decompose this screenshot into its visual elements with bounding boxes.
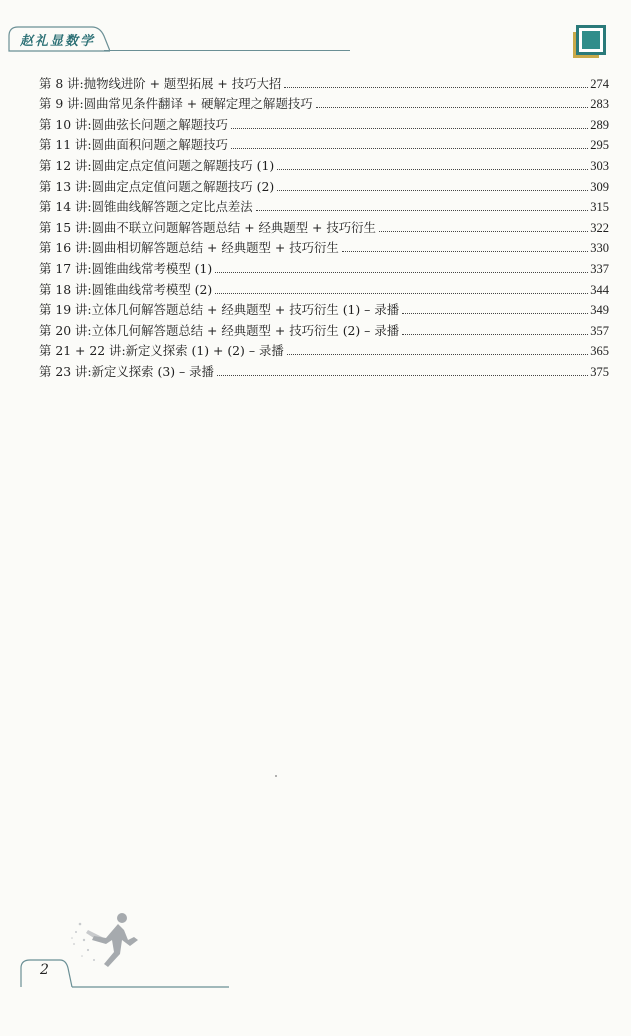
- toc-entry-page: 274: [590, 76, 609, 91]
- toc-entry-page: 349: [590, 303, 609, 318]
- toc-entry-page: 303: [590, 158, 609, 173]
- toc-entry: [39, 297, 609, 318]
- toc-entry-page: 289: [590, 117, 609, 132]
- toc-leader-dots: [277, 189, 588, 191]
- toc-leader-dots: [217, 374, 588, 376]
- toc-leader-dots: [287, 353, 589, 355]
- toc-leader-dots: [379, 230, 588, 232]
- toc-entry-title: 第 19 讲:立体几何解答题总结 + 经典题型 + 技巧衍生 (1) – 录播: [39, 302, 400, 318]
- toc-entry-title: 第 15 讲:圆曲不联立问题解答题总结 + 经典题型 + 技巧衍生: [39, 219, 376, 235]
- toc-entry-title: 第 8 讲:抛物线进阶 + 题型拓展 + 技巧大招: [39, 75, 282, 91]
- toc-entry-title: 第 12 讲:圆曲定点定值问题之解题技巧 (1): [39, 157, 275, 173]
- toc-entry-page: 375: [590, 364, 609, 379]
- toc-leader-dots: [256, 209, 589, 211]
- toc-entry-page: 337: [590, 261, 609, 276]
- toc-leader-dots: [277, 168, 588, 170]
- toc-entry: [39, 70, 609, 91]
- toc-entry-title: 第 9 讲:圆曲常见条件翻译 + 硬解定理之解题技巧: [39, 96, 313, 112]
- toc-entry: [39, 194, 609, 215]
- toc-entry-title: 第 16 讲:圆曲相切解答题总结 + 经典题型 + 技巧衍生: [39, 240, 339, 256]
- speck: [275, 775, 277, 777]
- toc-entry-page: 365: [590, 344, 609, 359]
- toc-entry-page: 283: [590, 97, 609, 112]
- toc-entry: [39, 235, 609, 256]
- toc-leader-dots: [215, 271, 588, 273]
- toc-entry-page: 357: [590, 323, 609, 338]
- toc-entry: [39, 338, 609, 359]
- toc-entry-page: 330: [590, 241, 609, 256]
- toc-entry: [39, 132, 609, 153]
- toc-entry-title: 第 23 讲:新定义探索 (3) – 录播: [39, 363, 214, 379]
- toc-entry-title: 第 18 讲:圆锥曲线常考模型 (2): [39, 281, 213, 297]
- toc-entry: [39, 255, 609, 276]
- toc-entry-title: 第 10 讲:圆曲弦长问题之解题技巧: [39, 116, 228, 132]
- toc-entry: [39, 317, 609, 338]
- corner-logo-icon: [573, 22, 609, 58]
- toc-entry: [39, 214, 609, 235]
- toc-entry-page: 315: [590, 200, 609, 215]
- toc-entry: [39, 358, 609, 379]
- toc-entry-title: 第 20 讲:立体几何解答题总结 + 经典题型 + 技巧衍生 (2) – 录播: [39, 322, 400, 338]
- header-title: 赵礼显数学: [20, 34, 96, 49]
- page-number: 2: [40, 962, 49, 978]
- toc-leader-dots: [316, 106, 589, 108]
- toc-entry-title: 第 17 讲:圆锥曲线常考模型 (1): [39, 260, 213, 276]
- toc-entry-page: 322: [590, 220, 609, 235]
- page-number-frame: [20, 958, 230, 988]
- toc-entry: [39, 276, 609, 297]
- toc-entry-title: 第 14 讲:圆锥曲线解答题之定比点差法: [39, 199, 253, 215]
- toc-entry-page: 344: [590, 282, 609, 297]
- toc-entry: [39, 91, 609, 112]
- toc-leader-dots: [284, 86, 588, 88]
- table-of-contents: [39, 70, 609, 379]
- toc-entry-page: 295: [590, 138, 609, 153]
- toc-leader-dots: [402, 333, 588, 335]
- toc-entry: [39, 152, 609, 173]
- toc-entry-title: 第 11 讲:圆曲面积问题之解题技巧: [39, 137, 228, 153]
- toc-entry: [39, 111, 609, 132]
- toc-leader-dots: [215, 292, 588, 294]
- toc-leader-dots: [342, 250, 588, 252]
- toc-leader-dots: [231, 147, 588, 149]
- toc-leader-dots: [402, 312, 588, 314]
- toc-entry: [39, 173, 609, 194]
- toc-entry-title: 第 13 讲:圆曲定点定值问题之解题技巧 (2): [39, 178, 275, 194]
- toc-leader-dots: [231, 127, 588, 129]
- toc-entry-page: 309: [590, 179, 609, 194]
- header-rule: [104, 50, 350, 51]
- toc-entry-title: 第 21 + 22 讲:新定义探索 (1) + (2) – 录播: [39, 343, 284, 359]
